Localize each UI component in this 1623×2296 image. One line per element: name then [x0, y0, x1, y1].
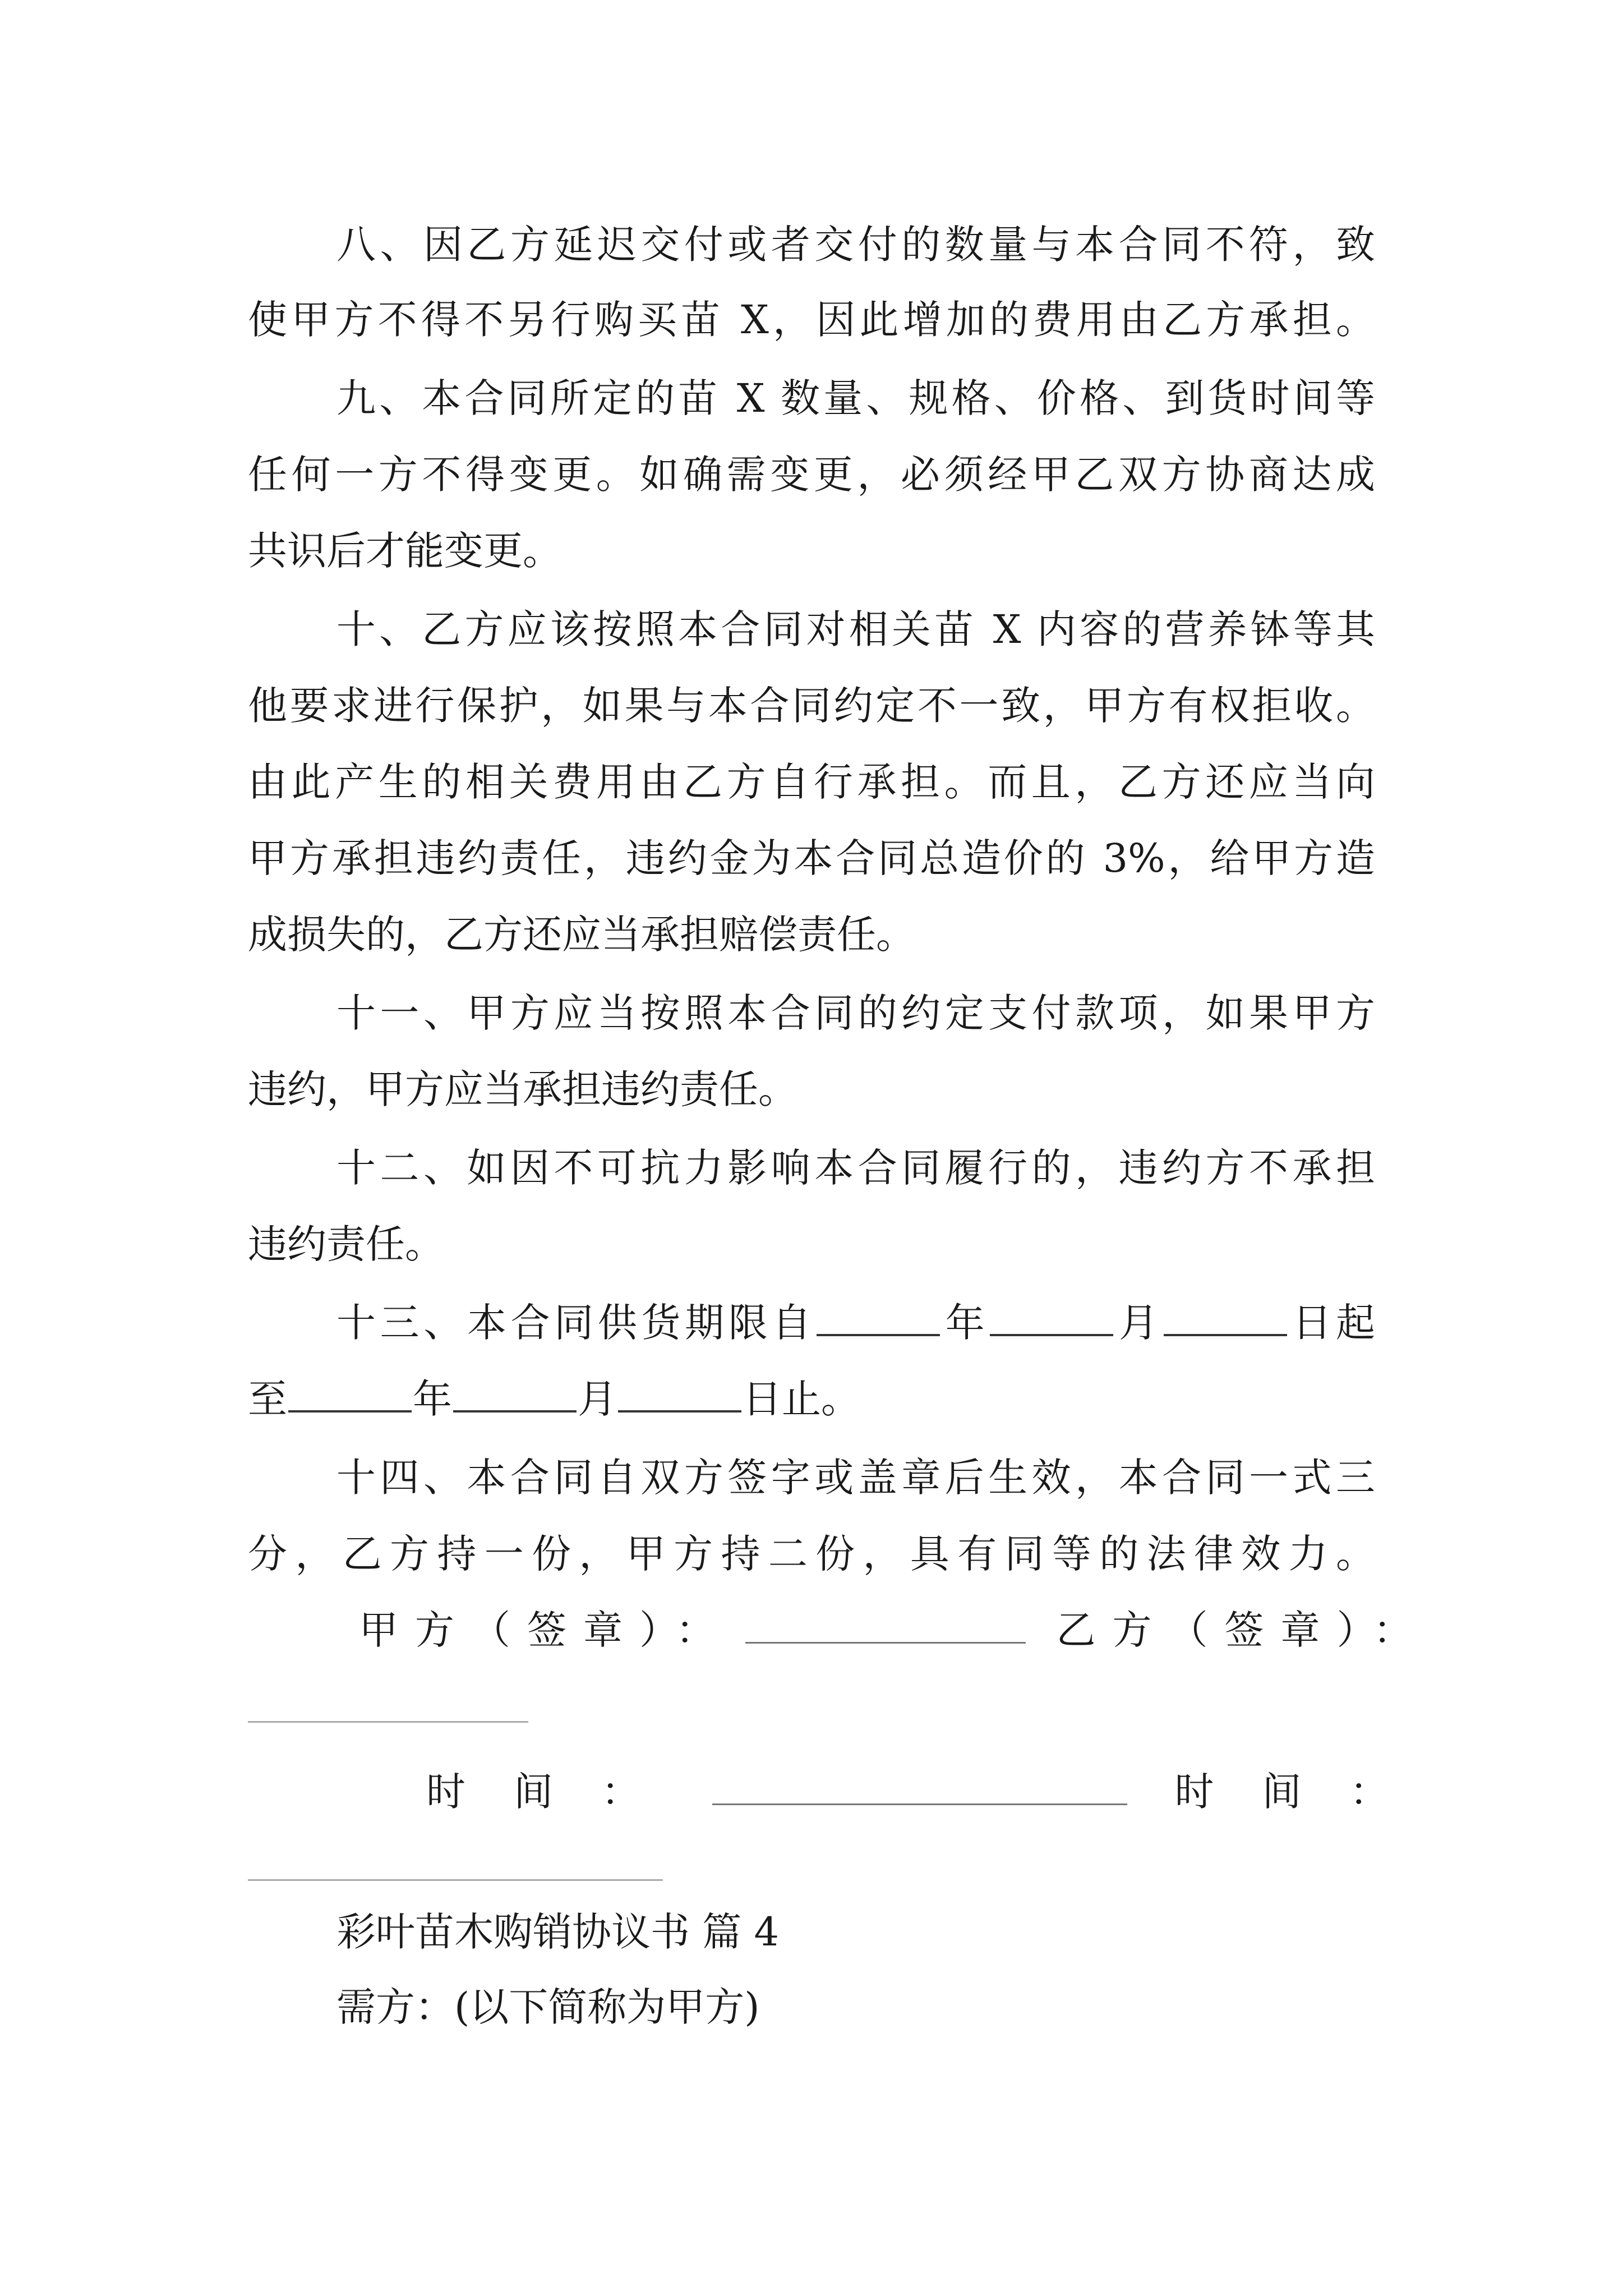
end-month-blank[interactable]: [453, 1377, 577, 1412]
clause-10-line-2: 他要求进行保护，如果与本合同约定不一致，甲方有权拒收。: [248, 683, 1375, 729]
clause-12-line-2: 违约责任。: [248, 1221, 444, 1267]
clause-9-line-2: 任何一方不得变更。如确需变更，必须经甲乙双方协商达成: [248, 452, 1375, 498]
clause-8-line-1: 八、因乙方延迟交付或者交付的数量与本合同不符，致: [336, 222, 1375, 268]
section-title: 彩叶苗木购销协议书 篇 4: [336, 1909, 780, 1955]
end-year-blank[interactable]: [288, 1377, 412, 1412]
time-row: [426, 1752, 1437, 1831]
month-label: 月: [1114, 1300, 1163, 1346]
clause-8-line-2: 使甲方不得不另行购买苗 X，因此增加的费用由乙方承担。: [248, 297, 1375, 343]
clause-12-line-1: 十二、如因不可抗力影响本合同履行的，违约方不承担: [336, 1145, 1375, 1191]
clause-10-line-5: 成损失的，乙方还应当承担赔偿责任。: [248, 912, 915, 958]
start-day-blank[interactable]: [1164, 1300, 1287, 1336]
start-year-blank[interactable]: [817, 1300, 940, 1336]
party-b-time-label: 时间：: [1174, 1769, 1437, 1815]
clause-9-line-3: 共识后才能变更。: [248, 528, 562, 574]
day-start-label: 日起: [1288, 1300, 1376, 1346]
signature-row: [359, 1591, 1430, 1669]
clause-11-line-2: 违约，甲方应当承担违约责任。: [248, 1066, 797, 1112]
clause-9-line-1: 九、本合同所定的苗 X 数量、规格、价格、到货时间等: [336, 375, 1375, 421]
party-a-time-blank[interactable]: [712, 1770, 1127, 1805]
clause-10-line-3: 由此产生的相关费用由乙方自行承担。而且，乙方还应当向: [248, 759, 1375, 805]
clause-13-prefix: 十三、本合同供货期限自: [336, 1300, 816, 1346]
year-label: 年: [941, 1300, 989, 1346]
party-a-signature-label: 甲方（签章）：: [359, 1607, 732, 1653]
buyer-line: 需方：(以下简称为甲方): [336, 1984, 760, 2030]
end-month-label: 月: [578, 1376, 617, 1422]
end-day-blank[interactable]: [618, 1377, 741, 1412]
party-b-time-blank[interactable]: [248, 1879, 663, 1881]
party-a-time-label: 时间：: [426, 1769, 689, 1815]
clause-11-line-1: 十一、甲方应当按照本合同的约定支付款项，如果甲方: [336, 990, 1375, 1036]
end-year-label: 年: [413, 1376, 452, 1422]
party-b-signature-label: 乙方（签章）：: [1056, 1607, 1430, 1653]
clause-10-line-1: 十、乙方应该按照本合同对相关苗 X 内容的营养钵等其: [336, 606, 1375, 652]
clause-14-line-2: 分，乙方持一份，甲方持二份，具有同等的法律效力。: [248, 1531, 1375, 1577]
clause-14-line-1: 十四、本合同自双方签字或盖章后生效，本合同一式三: [336, 1455, 1375, 1501]
clause-13-line-1: [336, 1283, 1375, 1362]
party-b-signature-blank[interactable]: [248, 1721, 528, 1723]
party-a-signature-blank[interactable]: [745, 1608, 1026, 1644]
clause-13-line-2: [248, 1360, 1375, 1438]
day-end-label: 日止。: [743, 1376, 860, 1422]
to-label: 至: [248, 1376, 287, 1422]
clause-10-line-4: 甲方承担违约责任，违约金为本合同总造价的 3%，给甲方造: [248, 835, 1375, 881]
start-month-blank[interactable]: [990, 1300, 1113, 1336]
